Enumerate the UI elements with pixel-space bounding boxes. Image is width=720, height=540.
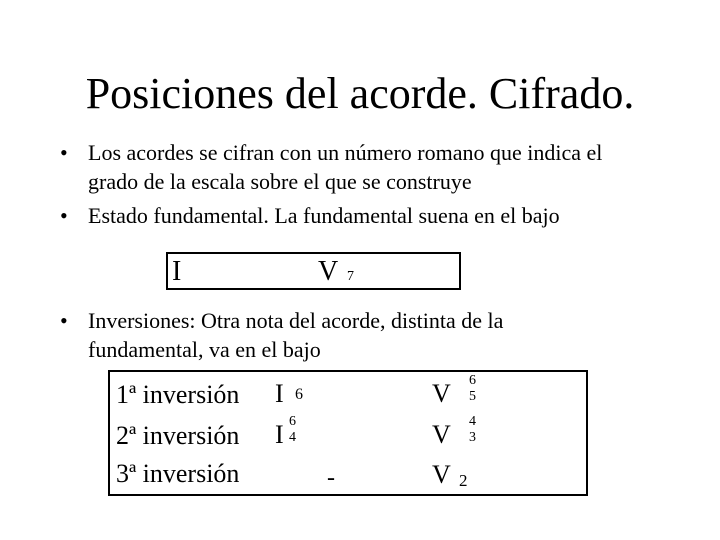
row-2-seventh-figure-bottom: 3 — [469, 430, 476, 445]
row-3-seventh-figure: 2 — [459, 471, 468, 490]
row-1-triad-figure-bottom: 6 — [295, 386, 303, 403]
fundamental-triad: I — [172, 256, 182, 287]
bullet-dot: • — [60, 140, 68, 165]
bullet-2-line-1: Estado fundamental. La fundamental suena en el bajo — [88, 203, 560, 228]
row-2-seventh-figure-top: 4 — [469, 414, 476, 429]
row-1-seventh-figure-bottom: 5 — [469, 389, 476, 404]
bullet-1-line-1: Los acordes se cifran con un número romano que indica el — [88, 140, 603, 165]
row-1-seventh: V — [432, 379, 451, 408]
bullet-dot: • — [60, 203, 68, 228]
row-2-triad-figure-top: 6 — [289, 414, 296, 429]
row-1-seventh-figure-top: 6 — [469, 373, 476, 388]
slide-title: Posiciones del acorde. Cifrado. — [85, 69, 635, 118]
fundamental-table — [166, 252, 461, 290]
row-2-seventh: V — [432, 420, 451, 449]
bullet-3-line-1: Inversiones: Otra nota del acorde, distinta de la — [88, 308, 504, 333]
row-1-label: 1ª inversión — [116, 380, 240, 409]
bullet-dot: • — [60, 308, 68, 333]
row-3-label: 3ª inversión — [116, 459, 240, 488]
row-2-triad-figure-bottom: 4 — [289, 430, 296, 445]
row-3-triad: - — [327, 465, 335, 491]
fundamental-seventh-figure: 7 — [347, 269, 354, 284]
row-2-label: 2ª inversión — [116, 421, 240, 450]
row-1-triad: I — [275, 379, 284, 408]
fundamental-seventh: V — [318, 256, 339, 287]
row-3-seventh: V — [432, 460, 451, 489]
bullet-3-line-2: fundamental, va en el bajo — [88, 337, 321, 362]
bullet-1-line-2: grado de la escala sobre el que se construye — [88, 169, 472, 194]
row-2-triad: I — [275, 420, 284, 449]
